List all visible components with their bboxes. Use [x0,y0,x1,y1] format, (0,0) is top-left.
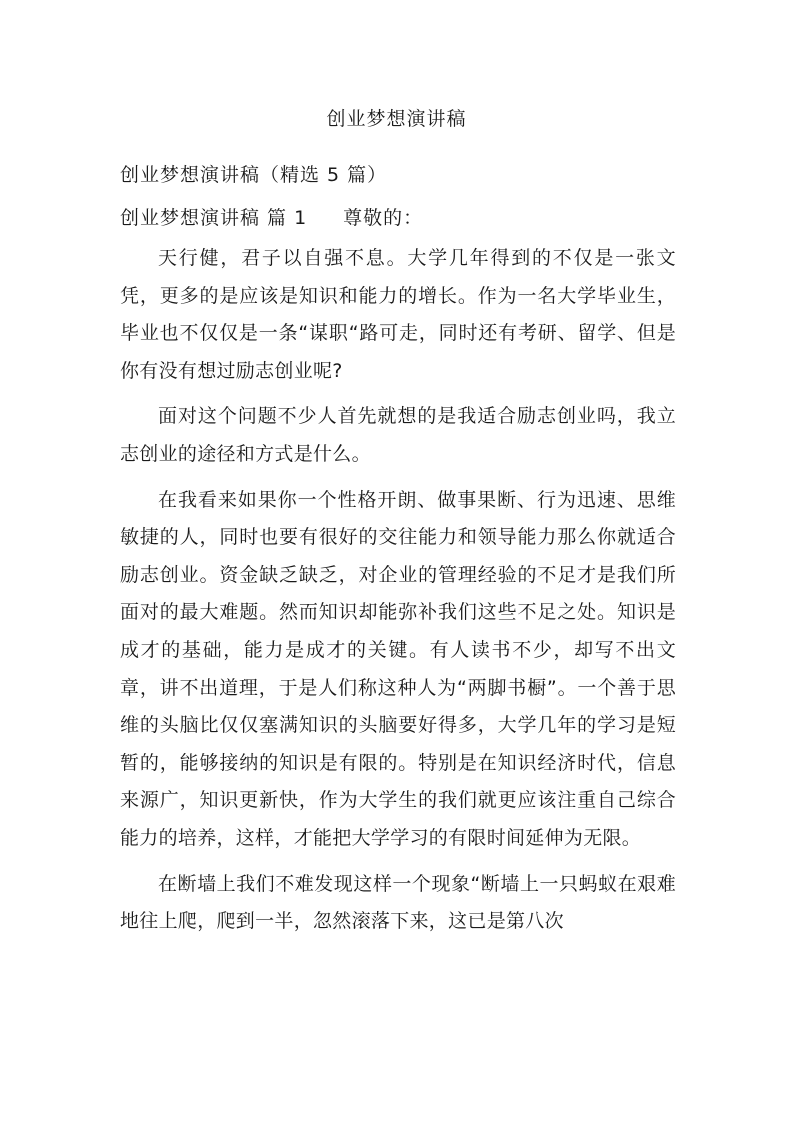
section-label: 创业梦想演讲稿 篇 1 [120,207,308,229]
paragraph: 面对这个问题不少人首先就想的是我适合励志创业吗，我立志创业的途径和方式是什么。 [120,405,676,465]
paragraph: 在我看来如果你一个性格开朗、做事果断、行为迅速、思维敏捷的人，同时也要有很好的交往能力和领导能力那么你就适合励志创业。资金缺乏缺乏，对企业的管理经验的不足才是我们所面对的最大难题。然而知识却能弥补我们这些不足之处。知识是成才的基础，能力是成才的关键。有人读书不少，却写不出文章，讲不出道理，于是人们称这种人为“两脚书橱”。一个善于思维的头脑比仅仅塞满知识的头脑要好得多，大学几年的学习是短暂的，能够接纳的知识是有限的。特别是在知识经济时代，信息来源广，知识更新快，作为大学生的我们就更应该注重自己综合能力的培养，这样，才能把大学学习的有限时间延伸为无限。 [120,488,676,849]
section-heading [120,203,423,230]
document-title: 创业梦想演讲稿 [326,108,467,130]
document-body [120,240,676,949]
paragraph: 天行健，君子以自强不息。大学几年得到的不仅是一张文凭，更多的是应该是知识和能力的增长。作为一名大学毕业生，毕业也不仅仅是一条“谋职“路可走，同时还有考研、留学、但是你有没有想过励志创业呢? [120,247,676,382]
document-subtitle: 创业梦想演讲稿（精选 5 篇） [120,164,388,186]
greeting: 尊敬的： [343,207,424,229]
paragraph: 在断墙上我们不难发现这样一个现象“断墙上一只蚂蚁在艰难地往上爬，爬到一半，忽然滚落下来，这已是第八次 [120,872,676,933]
